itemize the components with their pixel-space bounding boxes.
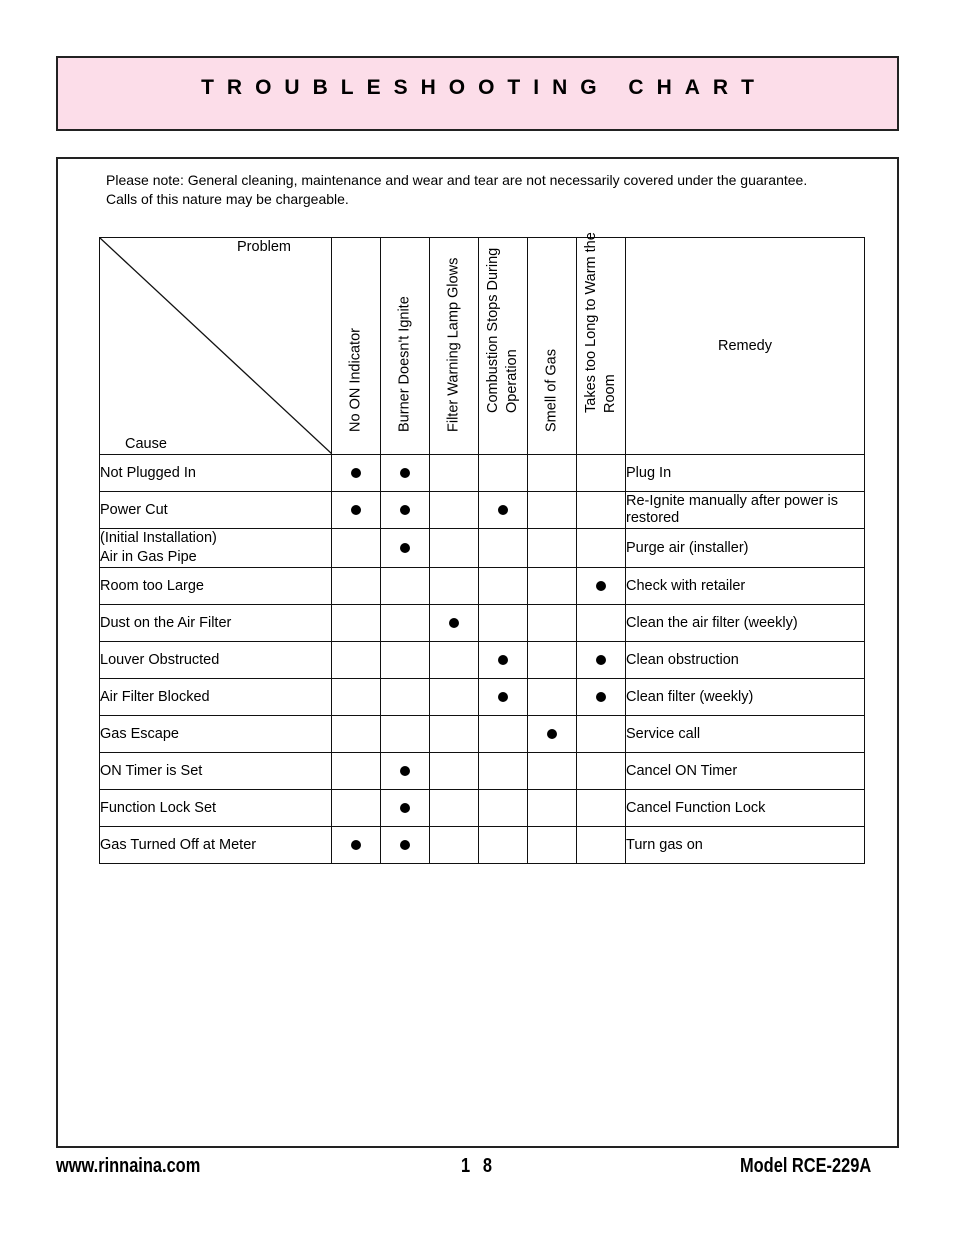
table-row <box>100 679 865 716</box>
problem-column-header <box>479 238 528 455</box>
bullet-mark <box>400 543 410 553</box>
symptom-cell <box>430 529 479 568</box>
symptom-cell <box>430 790 479 827</box>
bullet-mark <box>596 692 606 702</box>
table-body <box>100 455 865 864</box>
bullet-mark <box>400 766 410 776</box>
symptom-cell <box>577 679 626 716</box>
bullet-mark <box>596 655 606 665</box>
table-row <box>100 642 865 679</box>
symptom-cell <box>577 455 626 492</box>
symptom-cell <box>528 827 577 864</box>
symptom-cell <box>528 568 577 605</box>
symptom-cell <box>430 827 479 864</box>
problem-column-header <box>528 238 577 455</box>
bullet-mark <box>498 505 508 515</box>
symptom-cell <box>577 716 626 753</box>
symptom-cell <box>381 790 430 827</box>
symptom-cell <box>381 716 430 753</box>
symptom-cell <box>332 529 381 568</box>
symptom-cell <box>577 827 626 864</box>
troubleshooting-table <box>99 232 865 864</box>
symptom-cell <box>430 455 479 492</box>
bullet-mark <box>547 729 557 739</box>
bullet-mark <box>351 505 361 515</box>
table-row <box>100 529 865 568</box>
symptom-cell <box>479 605 528 642</box>
remedy-cell: Check with retailer <box>626 568 865 605</box>
cause-cell: Room too Large <box>100 568 332 605</box>
symptom-cell <box>430 716 479 753</box>
table-row <box>100 827 865 864</box>
remedy-cell: Cancel ON Timer <box>626 753 865 790</box>
symptom-cell <box>577 492 626 529</box>
symptom-cell <box>381 605 430 642</box>
symptom-cell <box>332 492 381 529</box>
bullet-mark <box>498 655 508 665</box>
bullet-mark <box>596 581 606 591</box>
symptom-cell <box>332 455 381 492</box>
symptom-cell <box>479 492 528 529</box>
symptom-cell <box>577 753 626 790</box>
cause-cell: Louver Obstructed <box>100 642 332 679</box>
symptom-cell <box>528 605 577 642</box>
bullet-mark <box>351 840 361 850</box>
diagonal-divider <box>100 238 332 454</box>
problem-column-header <box>430 238 479 455</box>
table-row <box>100 605 865 642</box>
symptom-cell <box>381 492 430 529</box>
content-frame <box>56 157 899 1148</box>
symptom-cell <box>479 790 528 827</box>
symptom-cell <box>332 642 381 679</box>
cause-cell: Function Lock Set <box>100 790 332 827</box>
symptom-cell <box>528 753 577 790</box>
cause-cell: Power Cut <box>100 492 332 529</box>
bullet-mark <box>498 692 508 702</box>
symptom-cell <box>430 642 479 679</box>
symptom-cell <box>430 753 479 790</box>
table-row <box>100 790 865 827</box>
title-banner <box>56 56 899 131</box>
symptom-cell <box>577 605 626 642</box>
cause-cell: (Initial Installation) Air in Gas Pipe <box>100 529 332 568</box>
symptom-cell <box>332 605 381 642</box>
symptom-cell <box>479 679 528 716</box>
symptom-cell <box>479 529 528 568</box>
remedy-cell: Service call <box>626 716 865 753</box>
symptom-cell <box>528 529 577 568</box>
remedy-cell: Cancel Function Lock <box>626 790 865 827</box>
symptom-cell <box>332 827 381 864</box>
page-title: TROUBLESHOOTING CHART <box>201 75 767 99</box>
symptom-cell <box>332 753 381 790</box>
table-row <box>100 716 865 753</box>
symptom-cell <box>430 492 479 529</box>
symptom-cell <box>528 679 577 716</box>
symptom-cell <box>528 790 577 827</box>
bullet-mark <box>400 505 410 515</box>
problem-column-header <box>332 238 381 455</box>
symptom-cell <box>528 642 577 679</box>
symptom-cell <box>528 716 577 753</box>
symptom-cell <box>430 679 479 716</box>
bullet-mark <box>351 468 361 478</box>
symptom-cell <box>479 827 528 864</box>
symptom-cell <box>430 568 479 605</box>
remedy-cell: Re-Ignite manually after power is restored <box>626 492 865 529</box>
bullet-mark <box>400 468 410 478</box>
cause-cell: Air Filter Blocked <box>100 679 332 716</box>
table-row <box>100 568 865 605</box>
symptom-cell <box>332 790 381 827</box>
problem-column-header <box>577 232 626 455</box>
symptom-cell <box>577 529 626 568</box>
symptom-cell <box>332 679 381 716</box>
table-row <box>100 753 865 790</box>
table-row <box>100 492 865 529</box>
header-row <box>100 238 865 455</box>
model-footer: Model RCE-229A <box>740 1155 872 1177</box>
corner-cell <box>100 238 332 455</box>
problem-header-text: Filter Warning Lamp Glows <box>445 257 462 432</box>
symptom-cell <box>381 455 430 492</box>
cause-cell: Gas Turned Off at Meter <box>100 827 332 864</box>
bullet-mark <box>400 803 410 813</box>
symptom-cell <box>381 642 430 679</box>
symptom-cell <box>479 568 528 605</box>
website-footer: www.rinnaina.com <box>56 1155 201 1177</box>
cause-cell: Dust on the Air Filter <box>100 605 332 642</box>
remedy-cell: Clean obstruction <box>626 642 865 679</box>
symptom-cell <box>577 568 626 605</box>
cause-cell: ON Timer is Set <box>100 753 332 790</box>
symptom-cell <box>381 568 430 605</box>
symptom-cell <box>528 455 577 492</box>
symptom-cell <box>577 642 626 679</box>
symptom-cell <box>479 716 528 753</box>
bullet-mark <box>400 840 410 850</box>
page-number: 1 8 <box>461 1155 497 1177</box>
problem-header-text: No ON Indicator <box>347 328 364 432</box>
remedy-column-header: Remedy <box>626 238 865 455</box>
remedy-cell: Clean filter (weekly) <box>626 679 865 716</box>
remedy-cell: Purge air (installer) <box>626 529 865 568</box>
symptom-cell <box>577 790 626 827</box>
bullet-mark <box>449 618 459 628</box>
symptom-cell <box>479 753 528 790</box>
guarantee-note: Please note: General cleaning, maintenance and wear and tear are not necessarily covered under the guarantee. Calls of this nature may be chargeable. <box>106 172 808 207</box>
problem-column-header <box>381 238 430 455</box>
problem-header-text: Takes too Long to Warm the Room <box>583 232 618 413</box>
symptom-cell <box>479 642 528 679</box>
symptom-cell <box>479 455 528 492</box>
remedy-cell: Plug In <box>626 455 865 492</box>
problem-header-text: Combustion Stops During Operation <box>485 247 520 413</box>
symptom-cell <box>381 529 430 568</box>
cause-label: Cause <box>125 436 167 452</box>
problem-label: Problem <box>237 239 291 255</box>
symptom-cell <box>528 492 577 529</box>
remedy-cell: Turn gas on <box>626 827 865 864</box>
problem-header-text: Burner Doesn't Ignite <box>396 296 413 432</box>
symptom-cell <box>381 753 430 790</box>
cause-cell: Not Plugged In <box>100 455 332 492</box>
table-row <box>100 455 865 492</box>
remedy-cell: Clean the air filter (weekly) <box>626 605 865 642</box>
problem-header-text: Smell of Gas <box>543 349 560 432</box>
symptom-cell <box>381 679 430 716</box>
cause-cell: Gas Escape <box>100 716 332 753</box>
symptom-cell <box>332 568 381 605</box>
symptom-cell <box>430 605 479 642</box>
symptom-cell <box>381 827 430 864</box>
symptom-cell <box>332 716 381 753</box>
